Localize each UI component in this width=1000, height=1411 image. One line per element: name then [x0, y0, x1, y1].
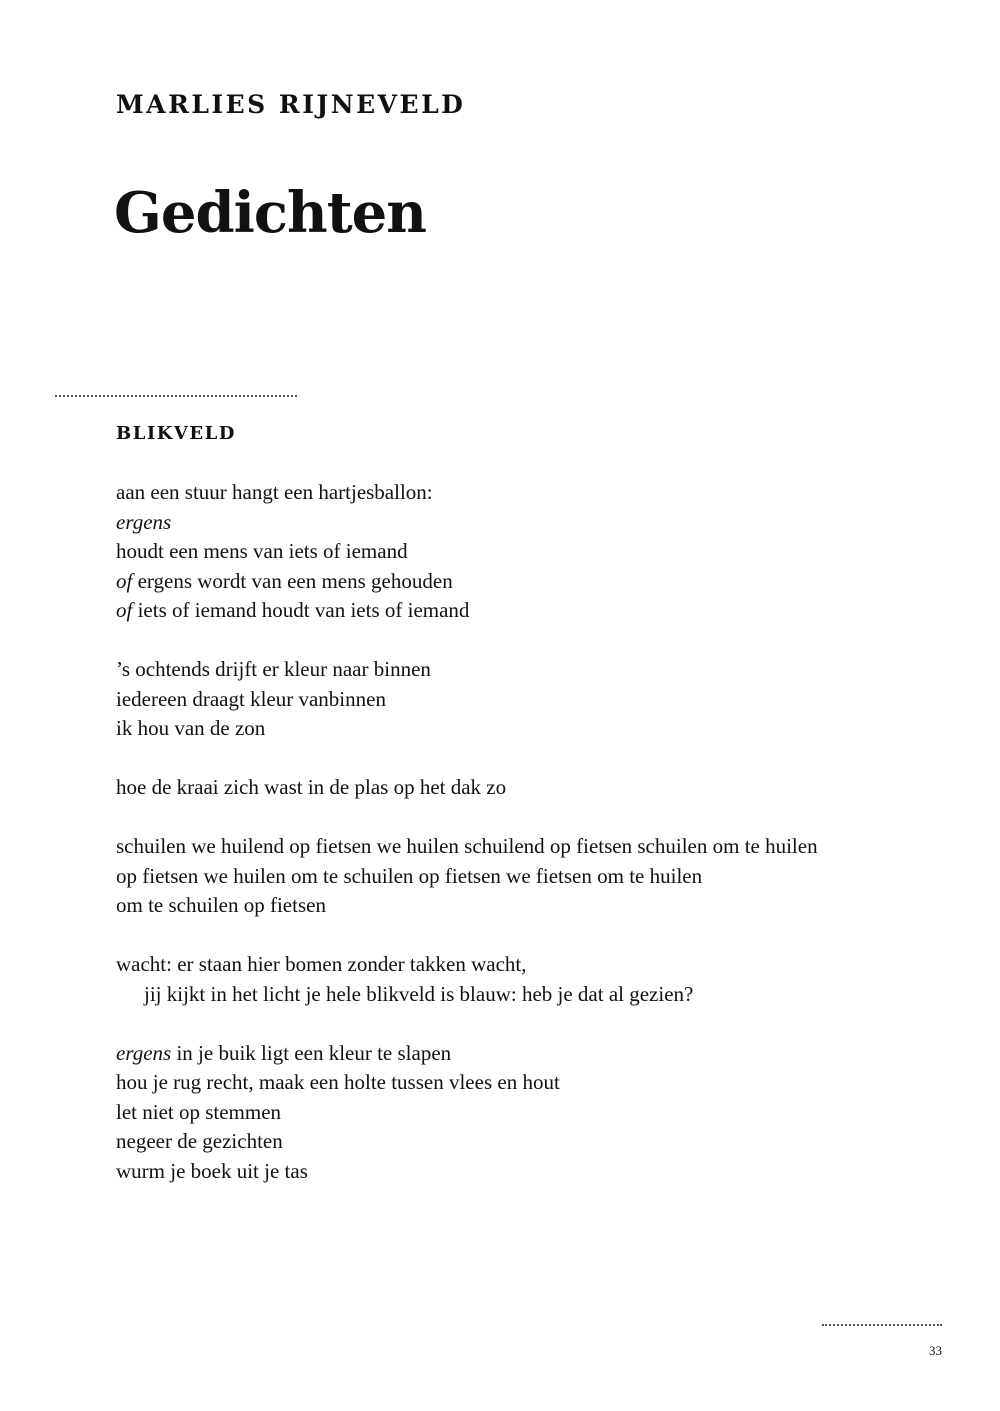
- italic-word: ergens: [116, 509, 172, 534]
- italic-word: of: [116, 568, 133, 593]
- poem-line: wacht: er staan hier bomen zonder takken wacht,: [116, 952, 527, 976]
- stanza-break: [116, 744, 976, 774]
- italic-word: of: [116, 598, 133, 622]
- poem-line: let niet op stemmen: [116, 1099, 282, 1124]
- dotted-divider-top: [55, 395, 297, 397]
- page-number: 33: [929, 1343, 942, 1358]
- stanza-break: [116, 626, 976, 656]
- poem-line-indented: jij kijkt in het licht je hele blikveld is blauw: heb je dat al gezien?: [144, 981, 694, 1006]
- line-text: ergens wordt van een mens gehouden: [132, 568, 453, 593]
- author-name: MARLIES RIJNEVELD: [116, 90, 466, 119]
- poem-line: ’s ochtends drijft er kleur naar binnen: [116, 657, 431, 681]
- poem-line: [116, 508, 976, 538]
- poem-line: iedereen draagt kleur vanbinnen: [116, 686, 386, 711]
- poem-line: ik hou van de zon: [116, 716, 266, 740]
- stanza-break: [116, 803, 976, 833]
- poem-line: negeer de gezichten: [116, 1129, 283, 1153]
- poem-line: houdt een mens van iets of iemand: [116, 539, 408, 563]
- poem-line: om te schuilen op fietsen: [116, 893, 326, 917]
- poem-line: wurm je boek uit je tas: [116, 1158, 308, 1183]
- poem-line: [116, 1039, 976, 1069]
- stanza-break: [116, 921, 976, 951]
- section-title: Gedichten: [114, 180, 426, 246]
- line-text: iets of iemand houdt van iets of iemand: [132, 598, 470, 622]
- poem-line: aan een stuur hangt een hartjesballon:: [116, 480, 433, 504]
- poem-line: hou je rug recht, maak een holte tussen vlees en hout: [116, 1070, 560, 1094]
- italic-word: ergens: [116, 1040, 172, 1065]
- poem-line: hoe de kraai zich wast in de plas op het dak zo: [116, 775, 507, 799]
- poem-line: schuilen we huilend op fietsen we huilen schuilend op fietsen schuilen om te huilen: [116, 834, 818, 858]
- stanza-break: [116, 1009, 976, 1039]
- poem-line: [116, 567, 976, 597]
- poem-line: [116, 596, 976, 626]
- poem-line: op fietsen we huilen om te schuilen op fietsen we fietsen om te huilen: [116, 863, 703, 888]
- line-text: in je buik ligt een kleur te slapen: [171, 1040, 452, 1065]
- poem-title: BLIKVELD: [116, 423, 236, 444]
- poem-body: [116, 478, 976, 1186]
- dotted-divider-bottom: [822, 1324, 942, 1326]
